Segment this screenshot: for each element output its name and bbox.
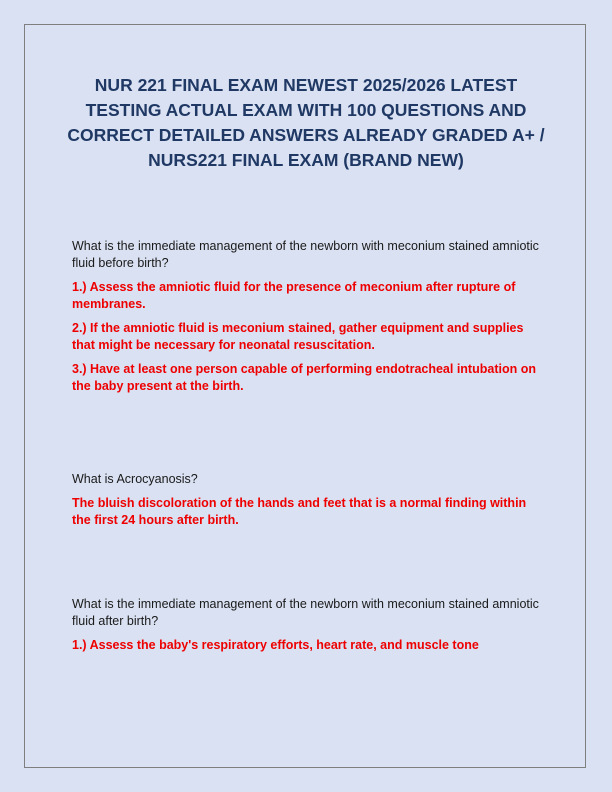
answer-text: 3.) Have at least one person capable of performing endotracheal intubation on the baby present at the birth. (72, 362, 536, 393)
qa-block (72, 238, 548, 395)
answer-text: 2.) If the amniotic fluid is meconium stained, gather equipment and supplies that might be necessary for neonatal resuscitation. (72, 321, 524, 352)
question-text: What is the immediate management of the newborn with meconium stained amniotic fluid before birth? (72, 239, 539, 270)
question-text: What is the immediate management of the newborn with meconium stained amniotic fluid after birth? (72, 597, 539, 628)
document-title: NUR 221 FINAL EXAM NEWEST 2025/2026 LATEST TESTING ACTUAL EXAM WITH 100 QUESTIONS AND CORRECT DETAILED ANSWERS ALREADY GRADED A+ / NURS221 FINAL EXAM (BRAND NEW) (67, 75, 545, 170)
answer-text: The bluish discoloration of the hands and feet that is a normal finding within the first 24 hours after birth. (72, 496, 527, 527)
qa-block (72, 596, 548, 654)
answer-text: 1.) Assess the baby's respiratory efforts, heart rate, and muscle tone (72, 638, 479, 652)
qa-block (72, 471, 548, 529)
question-text: What is Acrocyanosis? (72, 472, 198, 486)
answer-text: 1.) Assess the amniotic fluid for the presence of meconium after rupture of membranes. (72, 280, 516, 311)
